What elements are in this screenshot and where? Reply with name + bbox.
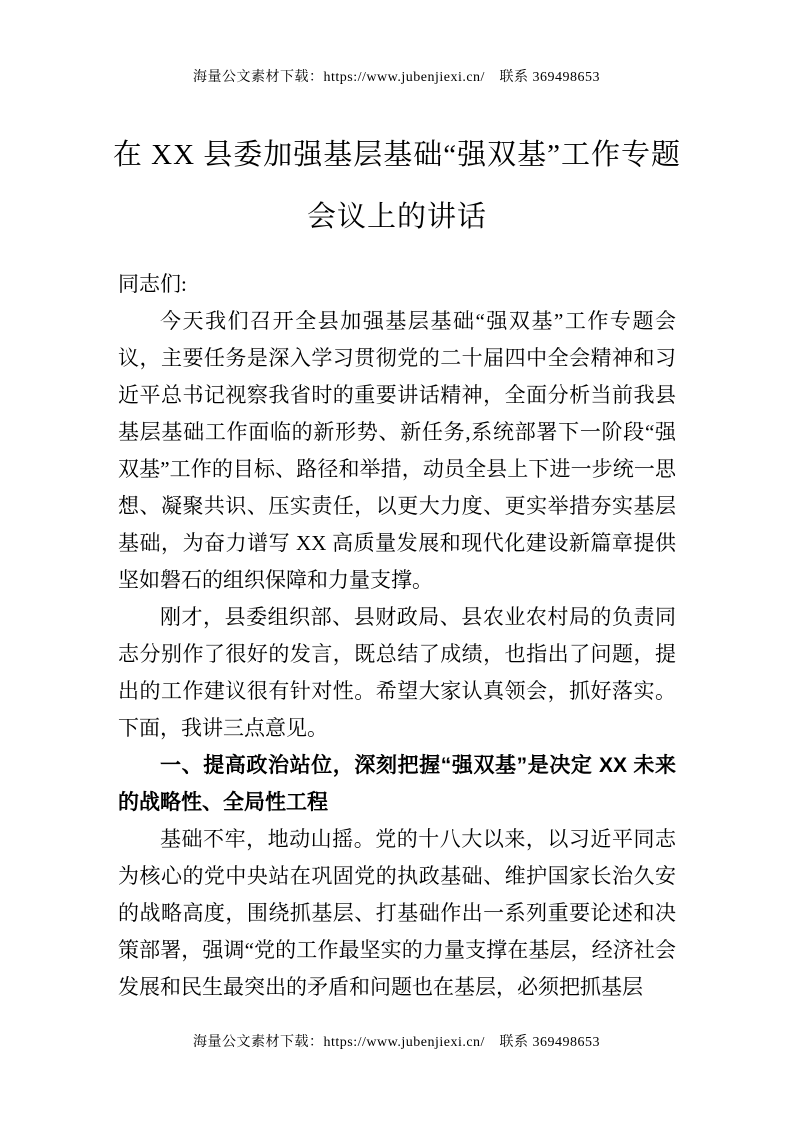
section-heading-1: 一、提高政治站位，深刻把握“强双基”是决定 XX 未来的战略性、全局性工程 bbox=[118, 754, 676, 814]
paragraph-intro: 今天我们召开全县加强基层基础“强双基”工作专题会议，主要任务是深入学习贯彻党的二十届四中全会精神和习近平总书记视察我省时的重要讲话精神，全面分析当前我县基层基础工作面临的新形势、新任务,系统部署下一阶段“强双基”工作的目标、路径和举措，动员全县上下进一步统一思想、凝聚共识、压实责任，以更大力度、更实举措夯实基层基础，为奋力谱写 XX 高质量发展和现代化建设新篇章提供坚如磐石的组织保障和力量支撑。 bbox=[118, 309, 676, 592]
document-body bbox=[118, 266, 676, 1006]
paragraph-section1-body: 基础不牢，地动山摇。党的十八大以来，以习近平同志为核心的党中央站在巩固党的执政基础、维护国家长治久安的战略高度，围绕抓基层、打基础作出一系列重要论述和决策部署，强调“党的工作最坚实的力量支撑在基层，经济社会发展和民生最突出的矛盾和问题也在基层，必须把抓基层 bbox=[118, 827, 676, 999]
salutation: 同志们: bbox=[118, 272, 187, 296]
page-title: 在 XX 县委加强基层基础“强双基”工作专题会议上的讲话 bbox=[112, 139, 682, 233]
paragraph-remarks: 刚才，县委组织部、县财政局、县农业农村局的负责同志分别作了很好的发言，既总结了成绩，也指出了问题，提出的工作建议很有针对性。希望大家认真领会，抓好落实。下面，我讲三点意见。 bbox=[118, 605, 676, 740]
header-notice: 海量公文素材下载：https://www.jubenjiexi.cn/ 联系 369498653 bbox=[193, 70, 600, 85]
footer-notice: 海量公文素材下载：https://www.jubenjiexi.cn/ 联系 369498653 bbox=[193, 1035, 600, 1050]
